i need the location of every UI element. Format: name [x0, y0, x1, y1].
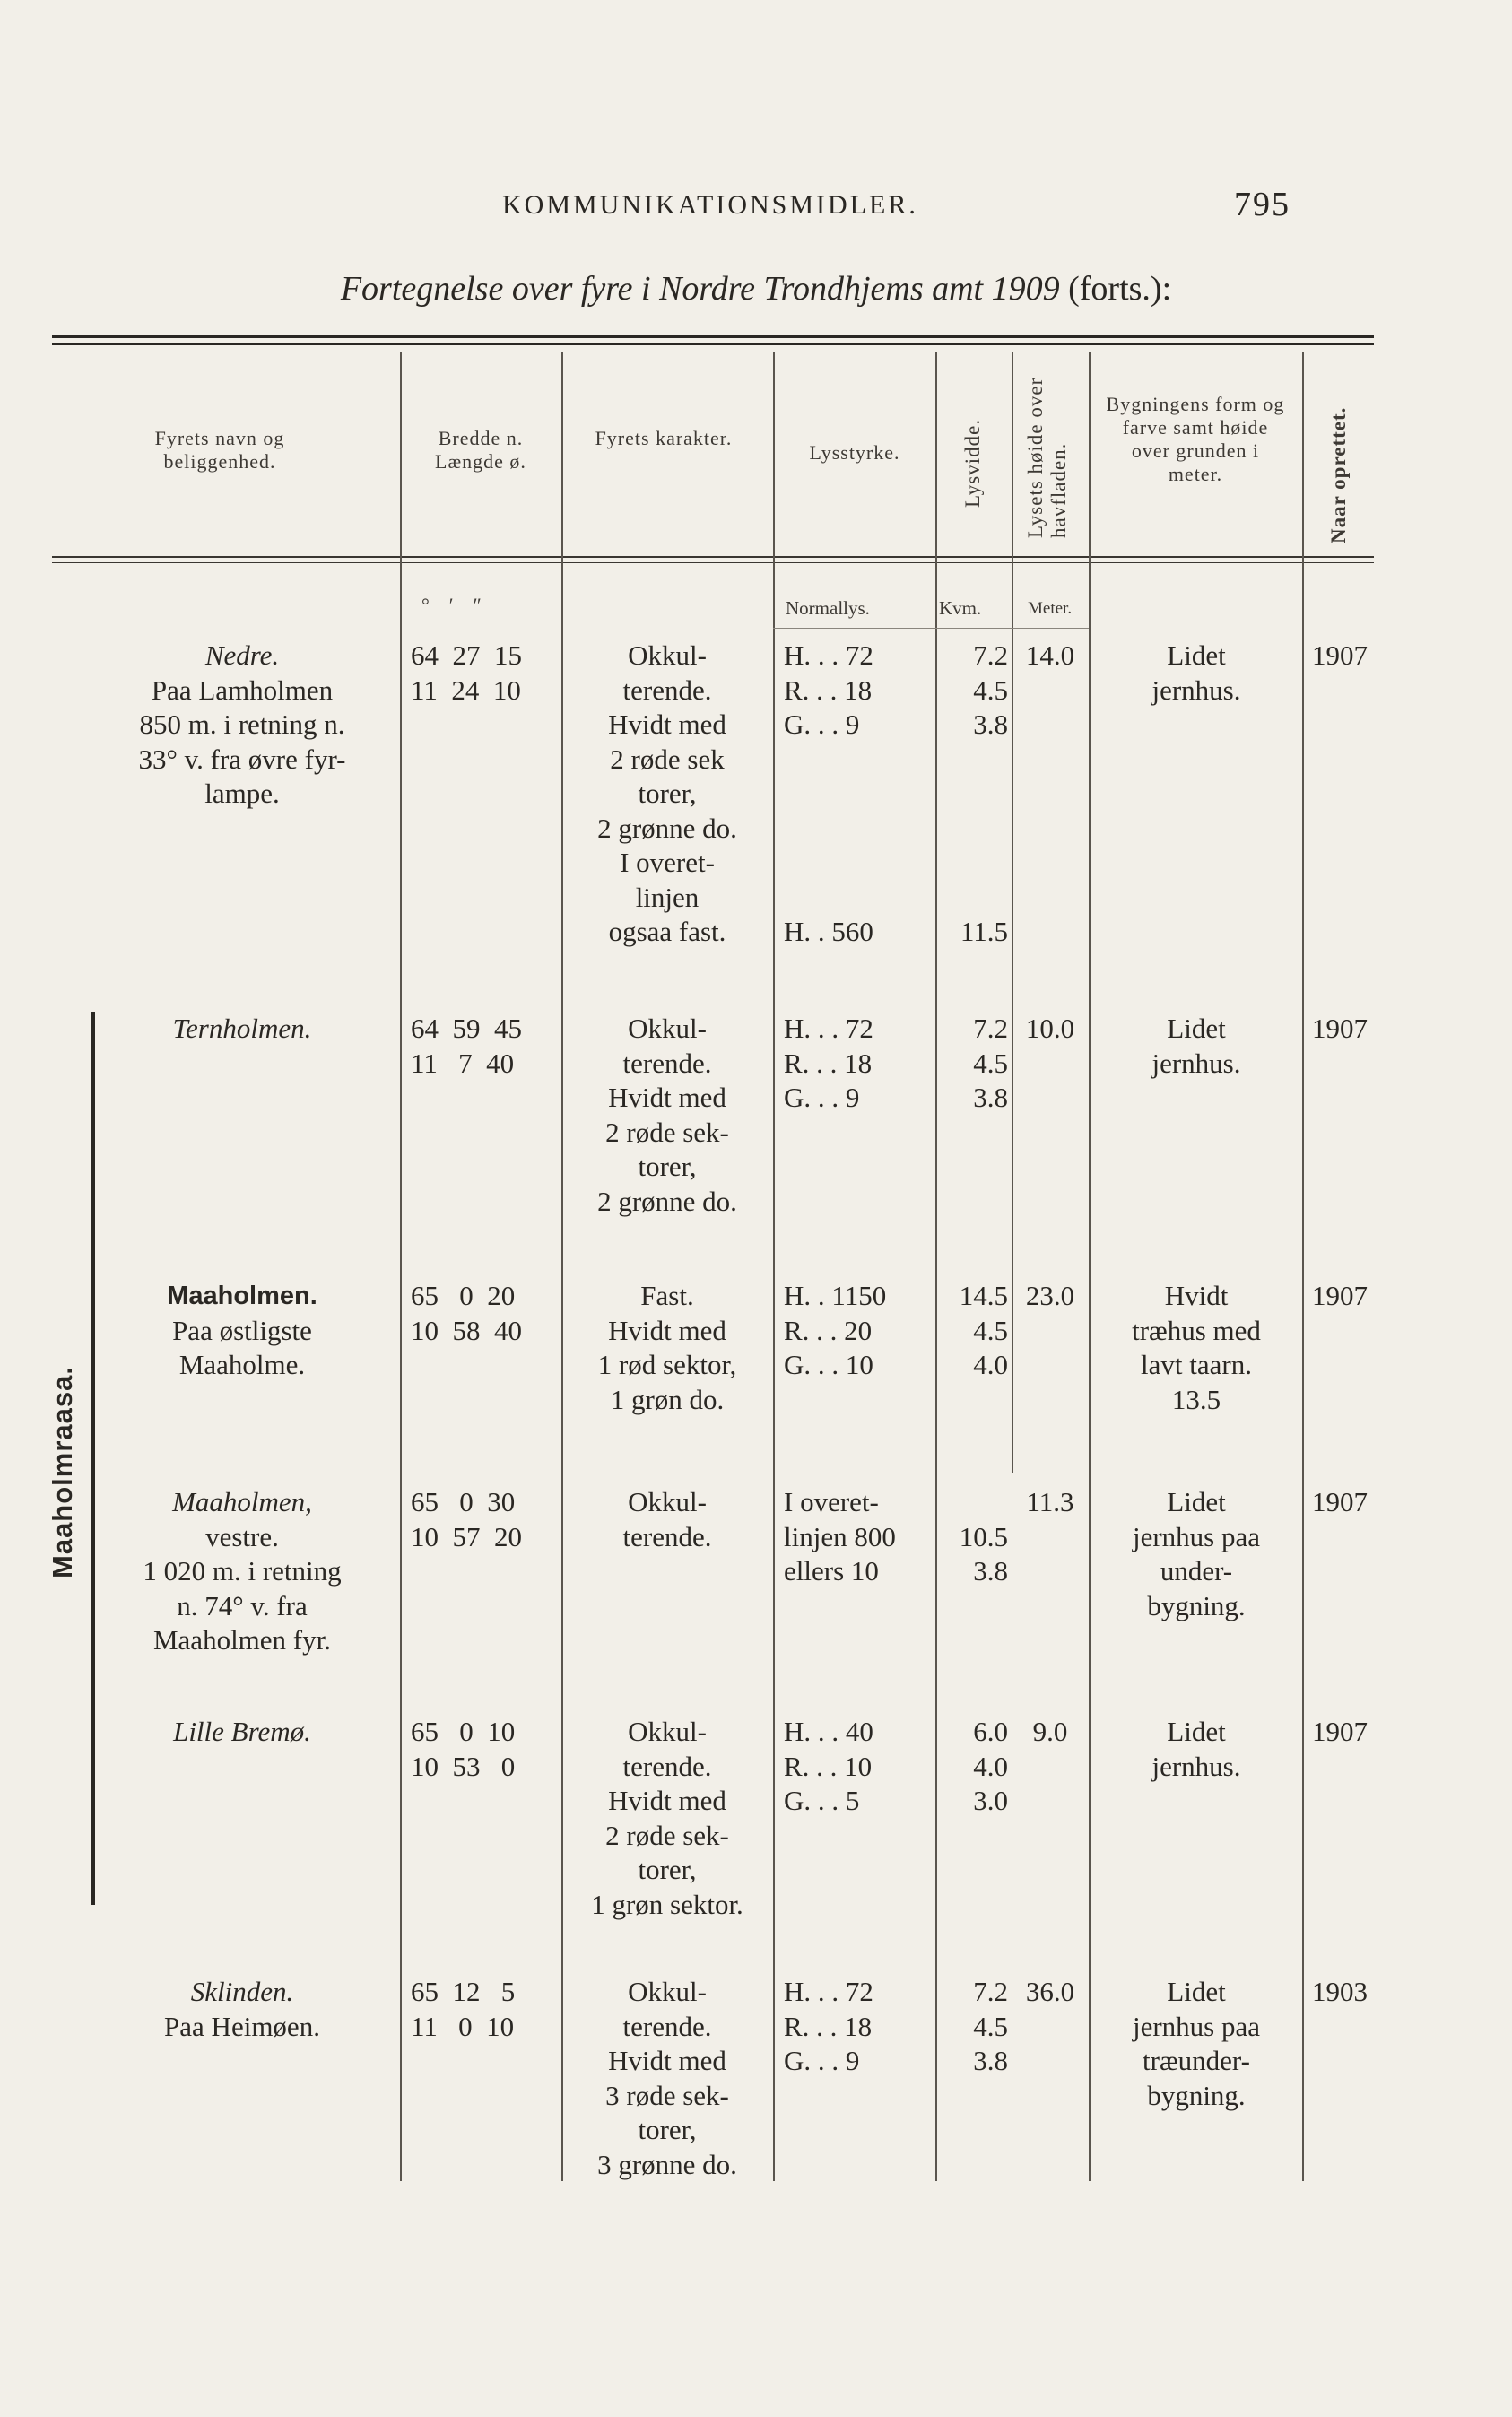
cell-building: bygning.: [1147, 2079, 1246, 2111]
col-divider-2: [561, 352, 563, 2181]
cell-character: torer,: [638, 1854, 697, 1885]
cell-strength: R. . . 18: [784, 674, 873, 706]
subtitle-italic: Fortegnelse over fyre i Nordre Trondhjems amt 1909: [340, 270, 1060, 308]
col-divider-1: [400, 352, 402, 2181]
cell-character: ogsaa fast.: [608, 916, 726, 947]
cell-height: 10.0: [1025, 1013, 1075, 1044]
cell-building: under-: [1160, 1555, 1233, 1587]
col-divider-6: [1089, 352, 1091, 2181]
running-head-title: KOMMUNIKATIONSMIDLER.: [502, 190, 918, 220]
colhead-range: Lysvidde.: [961, 418, 984, 508]
cell-name: Ternholmen.: [172, 1013, 312, 1044]
cell-coords: 11 24 10: [411, 674, 521, 706]
cell-character: Okkul-: [628, 1486, 707, 1517]
cell-range: 7.2: [973, 1013, 1008, 1044]
cell-character: 3 røde sek-: [605, 2079, 729, 2111]
cell-name: Paa østligste: [172, 1314, 312, 1346]
cell-name: Paa Lamholmen: [151, 674, 334, 706]
top-rule-thin: [52, 343, 1374, 345]
cell-name: Sklinden.: [190, 1976, 294, 2007]
cell-strength: H. . . 72: [784, 1976, 873, 2007]
cell-coords: 11 7 40: [411, 1047, 515, 1079]
cell-coords: 11 0 10: [411, 2010, 515, 2042]
colhead-coords: Bredde n. Længde ø.: [435, 427, 526, 473]
cell-building: Lidet: [1167, 639, 1226, 671]
cell-strength: G. . . 9: [784, 709, 860, 740]
cell-character: 1 grøn do.: [610, 1383, 725, 1415]
cell-building: 13.5: [1171, 1383, 1221, 1415]
cell-range: 4.5: [973, 1047, 1008, 1079]
cell-character: Hvidt med: [608, 709, 726, 740]
cell-strength: R. . . 20: [784, 1314, 873, 1346]
cell-character: 2 røde sek: [610, 743, 725, 775]
cell-strength: G. . . 9: [784, 1082, 860, 1113]
cell-building: Lidet: [1167, 1976, 1226, 2007]
cell-strength: R. . . 10: [784, 1750, 873, 1782]
units-rule: [773, 628, 1089, 629]
page-number: 795: [1234, 186, 1290, 223]
cell-coords: 10 57 20: [411, 1520, 522, 1552]
unit-height: Meter.: [1028, 599, 1073, 618]
cell-building: Lidet: [1167, 1013, 1226, 1044]
colhead-character: Fyrets karakter.: [595, 427, 733, 449]
colhead-building: Bygningens form og farve samt høide over grunden i meter.: [1106, 393, 1285, 485]
cell-name: Maaholmen.: [167, 1282, 317, 1310]
group-bracket: [91, 1012, 95, 1905]
cell-character: Hvidt med: [608, 1785, 726, 1816]
cell-coords: 65 0 30: [411, 1486, 516, 1517]
cell-character: terende.: [622, 1047, 712, 1079]
col-divider-7: [1302, 352, 1304, 2181]
cell-range: 11.5: [960, 916, 1008, 947]
cell-strength: H. . 560: [784, 916, 873, 947]
cell-character: I overet-: [620, 847, 715, 878]
cell-coords: 65 12 5: [411, 1976, 516, 2007]
cell-building: lavt taarn.: [1141, 1349, 1252, 1380]
cell-character: Hvidt med: [608, 1314, 726, 1346]
cell-strength: G. . . 9: [784, 2045, 860, 2076]
cell-character: Hvidt med: [608, 2045, 726, 2076]
cell-building: Hvidt: [1164, 1280, 1229, 1311]
cell-name: Nedre.: [204, 639, 280, 671]
unit-coords: ° ′ ″: [421, 594, 482, 616]
group-label: Maaholmraasa.: [47, 1366, 78, 1578]
cell-range: 3.0: [973, 1785, 1008, 1816]
cell-building: Lidet: [1167, 1716, 1226, 1747]
cell-building: jernhus.: [1151, 1047, 1241, 1079]
colhead-height: [1024, 359, 1071, 538]
cell-strength: H. . 1150: [784, 1280, 887, 1311]
cell-coords: 65 0 20: [411, 1280, 516, 1311]
cell-range: 6.0: [973, 1716, 1008, 1747]
cell-strength: I overet-: [784, 1486, 879, 1517]
cell-character: Okkul-: [628, 1976, 707, 2007]
top-rule-thick: [52, 335, 1374, 338]
cell-range: 4.5: [973, 1314, 1008, 1346]
subtitle-plain: (forts.):: [1068, 270, 1172, 308]
cell-name: n. 74° v. fra: [177, 1589, 308, 1621]
cell-building: jernhus.: [1151, 674, 1241, 706]
col-divider-4: [935, 352, 937, 2181]
cell-range: 7.2: [973, 639, 1008, 671]
header-bottom-rule-2: [52, 562, 1374, 563]
cell-character: Okkul-: [628, 639, 707, 671]
col-divider-5: [1012, 352, 1013, 1473]
cell-character: Fast.: [640, 1280, 694, 1311]
cell-coords: 10 53 0: [411, 1750, 516, 1782]
cell-strength: H. . . 72: [784, 1013, 873, 1044]
cell-strength: G. . . 10: [784, 1349, 873, 1380]
cell-established: 1907: [1312, 1280, 1368, 1311]
cell-character: terende.: [622, 2010, 712, 2042]
cell-strength: G. . . 5: [784, 1785, 860, 1816]
cell-coords: 64 59 45: [411, 1013, 522, 1044]
cell-character: terende.: [622, 1750, 712, 1782]
cell-height: 11.3: [1026, 1486, 1074, 1517]
cell-established: 1907: [1312, 639, 1368, 671]
colhead-name: Fyrets navn og beliggenhed.: [154, 427, 285, 473]
cell-building: Lidet: [1167, 1486, 1226, 1517]
cell-range: 4.0: [973, 1349, 1008, 1380]
colhead-strength: Lysstyrke.: [809, 441, 900, 464]
page-subtitle: [0, 269, 1512, 309]
cell-coords: 65 0 10: [411, 1716, 516, 1747]
cell-name: lampe.: [204, 778, 280, 809]
cell-character: Okkul-: [628, 1013, 707, 1044]
cell-building: bygning.: [1147, 1589, 1246, 1621]
cell-character: 3 grønne do.: [597, 2148, 737, 2180]
cell-strength: H. . . 40: [784, 1716, 873, 1747]
cell-range: 7.2: [973, 1976, 1008, 2007]
cell-coords: 10 58 40: [411, 1314, 522, 1346]
cell-range: 3.8: [973, 1555, 1008, 1587]
cell-range: 3.8: [973, 709, 1008, 740]
cell-character: Hvidt med: [608, 1082, 726, 1113]
cell-range: 4.5: [973, 674, 1008, 706]
cell-character: 1 rød sektor,: [597, 1349, 737, 1380]
cell-height: 14.0: [1025, 639, 1075, 671]
cell-character: torer,: [638, 1151, 697, 1182]
colhead-height-label: Lysets høide over havfladen.: [1024, 377, 1070, 538]
cell-character: 2 røde sek-: [605, 1116, 729, 1148]
cell-established: 1907: [1312, 1013, 1368, 1044]
cell-character: torer,: [638, 778, 697, 809]
cell-character: terende.: [622, 674, 712, 706]
cell-character: terende.: [622, 1520, 712, 1552]
cell-coords: 64 27 15: [411, 639, 522, 671]
cell-building: jernhus paa: [1132, 2010, 1261, 2042]
cell-name: 850 m. i retning n.: [139, 709, 345, 740]
cell-height: 9.0: [1032, 1716, 1068, 1747]
cell-name: Maaholmen fyr.: [152, 1624, 331, 1656]
cell-name: vestre.: [205, 1520, 279, 1552]
cell-strength: ellers 10: [784, 1555, 879, 1587]
cell-range: 14.5: [959, 1280, 1008, 1311]
header-bottom-rule: [52, 556, 1374, 558]
cell-strength: R. . . 18: [784, 1047, 873, 1079]
cell-established: 1907: [1312, 1716, 1368, 1747]
cell-name: Lille Bremø.: [173, 1716, 311, 1747]
cell-character: 2 grønne do.: [597, 1185, 737, 1217]
cell-character: torer,: [638, 2114, 697, 2145]
unit-strength: Normallys.: [786, 597, 870, 619]
cell-height: 23.0: [1025, 1280, 1075, 1311]
cell-strength: linjen 800: [784, 1520, 896, 1552]
cell-name: Maaholme.: [178, 1349, 306, 1380]
cell-range: 10.5: [959, 1520, 1008, 1552]
cell-name: Paa Heimøen.: [164, 2010, 320, 2042]
unit-range: Kvm.: [939, 597, 982, 619]
cell-established: 1903: [1312, 1976, 1368, 2007]
cell-range: 4.5: [973, 2010, 1008, 2042]
cell-strength: R. . . 18: [784, 2010, 873, 2042]
cell-name: 33° v. fra øvre fyr-: [138, 743, 346, 775]
cell-name: 1 020 m. i retning: [143, 1555, 342, 1587]
cell-building: jernhus.: [1151, 1750, 1241, 1782]
col-divider-3: [773, 352, 775, 2181]
cell-height: 36.0: [1025, 1976, 1075, 2007]
cell-character: linjen: [635, 881, 700, 913]
cell-character: 2 grønne do.: [597, 812, 737, 844]
cell-building: træhus med: [1132, 1314, 1261, 1346]
cell-character: 2 røde sek-: [605, 1819, 729, 1851]
cell-character: Okkul-: [628, 1716, 707, 1747]
cell-established: 1907: [1312, 1486, 1368, 1517]
cell-strength: H. . . 72: [784, 639, 873, 671]
cell-building: jernhus paa: [1132, 1520, 1261, 1552]
cell-range: 3.8: [973, 1082, 1008, 1113]
cell-range: 4.0: [973, 1750, 1008, 1782]
cell-name: Maaholmen,: [172, 1486, 312, 1517]
cell-range: 3.8: [973, 2045, 1008, 2076]
cell-building: træunder-: [1143, 2045, 1250, 2076]
colhead-established: Naar oprettet.: [1327, 406, 1350, 543]
cell-character: 1 grøn sektor.: [591, 1888, 743, 1920]
